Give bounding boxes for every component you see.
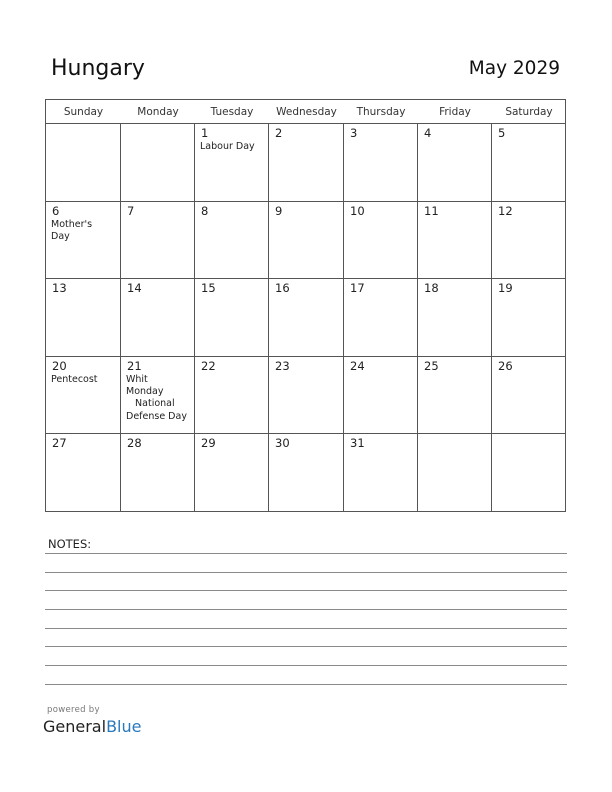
holiday-label: Whit Monday National Defense Day — [126, 373, 187, 422]
day-number: 21 — [127, 358, 142, 373]
day-number: 4 — [424, 126, 432, 140]
day-number: 31 — [350, 436, 365, 451]
month-title: May 2029 — [468, 58, 560, 79]
day-cell[interactable] — [46, 434, 121, 512]
day-cell[interactable] — [195, 124, 269, 202]
notes-line — [45, 590, 567, 591]
day-cell[interactable] — [344, 279, 418, 357]
weekday-header-saturday: Saturday — [505, 106, 553, 118]
day-number: 5 — [498, 126, 506, 140]
day-cell[interactable] — [418, 124, 492, 202]
day-cell[interactable] — [46, 124, 121, 202]
holiday-label: Mother's Day — [51, 218, 93, 242]
day-number: 12 — [498, 203, 513, 218]
calendar-grid — [45, 99, 566, 512]
day-number: 27 — [52, 436, 67, 451]
notes-line — [45, 572, 567, 573]
powered-by-text: powered by — [47, 705, 100, 715]
day-cell[interactable] — [121, 434, 195, 512]
brand-logo[interactable] — [43, 717, 141, 736]
day-cell[interactable] — [46, 279, 121, 357]
day-number: 22 — [201, 358, 216, 373]
day-number: 7 — [127, 203, 135, 218]
day-number: 16 — [275, 281, 290, 296]
day-number: 6 — [52, 203, 60, 218]
day-cell[interactable] — [492, 124, 566, 202]
day-number: 30 — [275, 436, 290, 451]
day-cell[interactable] — [121, 279, 195, 357]
day-number: 15 — [201, 281, 216, 296]
day-cell[interactable] — [269, 124, 344, 202]
day-number: 18 — [424, 281, 439, 296]
day-cell[interactable] — [492, 279, 566, 357]
day-cell[interactable] — [492, 202, 566, 280]
day-cell[interactable] — [418, 202, 492, 280]
weekday-header-monday: Monday — [137, 106, 179, 118]
day-cell[interactable] — [344, 202, 418, 280]
brand-blue: Blue — [106, 717, 142, 736]
brand-general: General — [43, 717, 107, 736]
day-cell[interactable] — [344, 357, 418, 435]
weekday-header-wednesday: Wednesday — [276, 106, 337, 118]
day-cell[interactable] — [121, 202, 195, 280]
day-cell[interactable] — [195, 279, 269, 357]
day-number: 3 — [350, 126, 358, 140]
notes-line — [45, 628, 567, 629]
day-number: 8 — [201, 203, 209, 218]
weekday-header-thursday: Thursday — [356, 106, 406, 118]
notes-label: NOTES: — [48, 537, 92, 551]
day-cell[interactable] — [195, 202, 269, 280]
country-title: Hungary — [51, 56, 145, 81]
day-cell[interactable] — [121, 357, 195, 435]
day-number: 24 — [350, 358, 365, 373]
day-number: 19 — [498, 281, 513, 296]
day-number: 26 — [498, 358, 513, 373]
notes-line — [45, 609, 567, 610]
notes-line — [45, 684, 567, 685]
day-number: 28 — [127, 436, 142, 451]
notes-line — [45, 646, 567, 647]
day-cell[interactable] — [344, 124, 418, 202]
day-number: 2 — [275, 126, 283, 140]
day-cell[interactable] — [269, 357, 344, 435]
day-cell[interactable] — [492, 434, 566, 512]
day-cell[interactable] — [269, 279, 344, 357]
day-cell[interactable] — [492, 357, 566, 435]
day-number: 23 — [275, 358, 290, 373]
day-cell[interactable] — [269, 434, 344, 512]
day-cell[interactable] — [418, 434, 492, 512]
day-number: 25 — [424, 358, 439, 373]
day-cell[interactable] — [418, 279, 492, 357]
day-number: 10 — [350, 203, 365, 218]
day-number: 29 — [201, 436, 216, 451]
day-number: 13 — [52, 281, 67, 296]
day-number: 20 — [52, 358, 67, 373]
day-cell[interactable] — [195, 434, 269, 512]
day-number: 11 — [424, 203, 439, 218]
weekday-header-sunday: Sunday — [63, 106, 104, 118]
day-cell[interactable] — [121, 124, 195, 202]
holiday-label: Pentecost — [51, 373, 98, 385]
day-number: 9 — [275, 203, 283, 218]
day-number: 1 — [201, 126, 209, 140]
day-number: 14 — [127, 281, 142, 296]
notes-line — [45, 665, 567, 666]
weekday-header-friday: Friday — [439, 106, 471, 118]
day-cell[interactable] — [195, 357, 269, 435]
day-cell[interactable] — [46, 202, 121, 280]
day-number: 17 — [350, 281, 365, 296]
weekday-header-tuesday: Tuesday — [210, 106, 254, 118]
day-cell[interactable] — [269, 202, 344, 280]
notes-line — [45, 553, 567, 554]
day-cell[interactable] — [46, 357, 121, 435]
day-cell[interactable] — [418, 357, 492, 435]
holiday-label: Labour Day — [200, 141, 255, 152]
day-cell[interactable] — [344, 434, 418, 512]
weekday-header-row — [46, 100, 565, 124]
